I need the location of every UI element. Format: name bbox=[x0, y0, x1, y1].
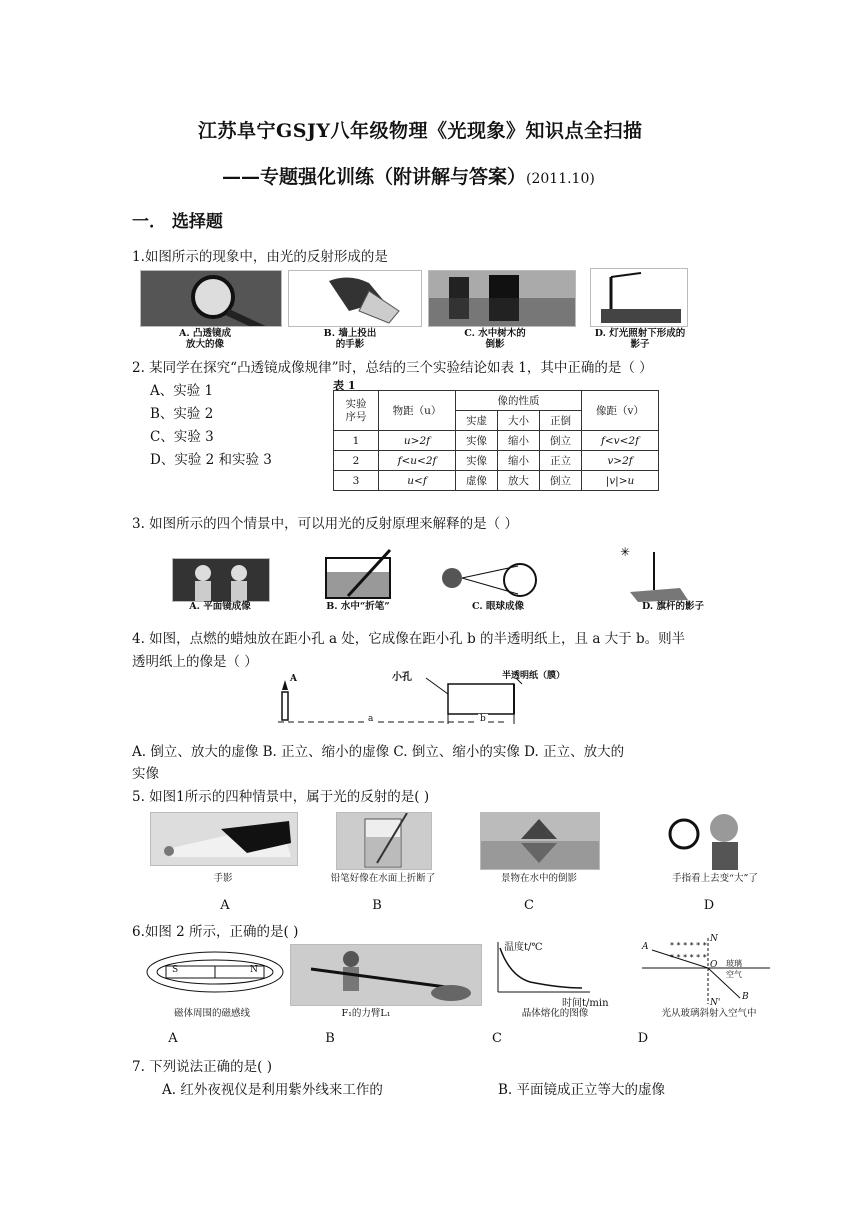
q2-option-a: A、实验 1 bbox=[150, 383, 214, 399]
table-cell: 缩小 bbox=[498, 431, 540, 451]
q4-pinhole-diagram bbox=[276, 668, 586, 730]
q4-options-1: A. 倒立、放大的虚像 B. 正立、缩小的虚像 C. 倒立、缩小的实像 D. 正立、放大的 bbox=[132, 744, 625, 760]
page-title: 江苏阜宁GSJY八年级物理《光现象》知识点全扫描 bbox=[198, 120, 643, 142]
table-cell: u<f bbox=[379, 471, 456, 491]
table-cell: 实像 bbox=[456, 431, 498, 451]
normal-bottom-label: N' bbox=[710, 998, 721, 1008]
table-subheader: 实虚 bbox=[456, 411, 498, 431]
q1-image-b bbox=[288, 270, 422, 327]
q3-caption-d: D. 旗杆的影子 bbox=[641, 601, 704, 612]
table-cell: 正立 bbox=[540, 451, 582, 471]
magnet-n-label: N bbox=[250, 965, 258, 975]
normal-top-label: N bbox=[710, 934, 718, 944]
q6-lever-image bbox=[290, 944, 482, 1006]
q3-image-a bbox=[172, 558, 270, 602]
q1-image-d bbox=[590, 268, 688, 327]
q1-image-a bbox=[140, 270, 282, 327]
question-4-text-2: 透明纸上的像是（ ） bbox=[132, 654, 258, 670]
table-header-no: 实验 序号 bbox=[334, 391, 379, 431]
table-cell: 虚像 bbox=[456, 471, 498, 491]
q4-label-hole: 小孔 bbox=[392, 672, 412, 683]
q7-option-b: B. 平面镜成正立等大的虚像 bbox=[498, 1082, 666, 1098]
table-row bbox=[334, 451, 659, 471]
q1-caption-c: C. 水中树木的 倒影 bbox=[464, 328, 526, 350]
q3-image-d bbox=[610, 542, 690, 602]
q6-letter-b: B bbox=[325, 1031, 335, 1046]
section-heading: 一． 选择题 bbox=[132, 212, 223, 232]
q6-melting-graph bbox=[490, 938, 630, 1008]
q5-caption-c: 景物在水中的倒影 bbox=[500, 873, 577, 884]
q6-magnet-diagram bbox=[140, 948, 290, 1000]
q4-options-2: 实像 bbox=[132, 766, 159, 782]
q5-image-b bbox=[336, 812, 432, 870]
q5-image-c bbox=[480, 812, 600, 870]
table-cell: f<u<2f bbox=[379, 451, 456, 471]
point-o-label: O bbox=[710, 960, 718, 970]
table-cell: 实像 bbox=[456, 451, 498, 471]
q5-letter-a: A bbox=[220, 898, 230, 913]
table-row bbox=[334, 431, 659, 451]
page-subtitle bbox=[222, 162, 595, 189]
q2-option-d: D、实验 2 和实验 3 bbox=[150, 452, 272, 468]
question-3-text: 3. 如图所示的四个情景中，可以用光的反射原理来解释的是（ ） bbox=[132, 516, 518, 532]
question-1-text: 1.如图所示的现象中，由光的反射形成的是 bbox=[132, 249, 388, 265]
q6-letter-c: C bbox=[492, 1031, 502, 1046]
q1-caption-a: A. 凸透镜成 放大的像 bbox=[179, 328, 231, 350]
q5-letter-b: B bbox=[372, 898, 382, 913]
q3-image-b bbox=[318, 548, 398, 600]
q3-caption-b: B. 水中“折笔” bbox=[326, 601, 390, 612]
q6-caption-d: 光从玻璃斜射入空气中 bbox=[661, 1008, 757, 1019]
q5-letter-c: C bbox=[524, 898, 534, 913]
q2-option-b: B、实验 2 bbox=[150, 406, 214, 422]
q5-caption-d: 手指看上去变“大”了 bbox=[672, 873, 758, 884]
table-header-nature: 像的性质 bbox=[456, 391, 582, 411]
q3-image-c bbox=[438, 562, 538, 602]
q5-caption-b: 铅笔好像在水面上折断了 bbox=[330, 873, 436, 884]
ray-b-label: B bbox=[742, 992, 749, 1002]
q1-caption-d: D. 灯光照射下形成的 影子 bbox=[594, 328, 686, 350]
glass-label: 玻璃 bbox=[726, 959, 742, 968]
q4-label-A: A bbox=[290, 674, 297, 684]
q7-option-a: A. 红外夜视仪是利用紫外线来工作的 bbox=[162, 1082, 383, 1098]
table-cell: |v|>u bbox=[582, 471, 659, 491]
q6-letter-d: D bbox=[637, 1031, 649, 1046]
q4-label-a: a bbox=[368, 714, 374, 724]
subtitle-text: ——专题强化训练（附讲解与答案） bbox=[222, 166, 527, 188]
table-subheader: 正倒 bbox=[540, 411, 582, 431]
graph-xlabel: 时间t/min bbox=[562, 998, 609, 1009]
q6-caption-b: F₁的力臂L₁ bbox=[341, 1008, 391, 1019]
q4-label-screen: 半透明纸（膜） bbox=[502, 671, 566, 681]
table-1-label: 表 1 bbox=[333, 379, 356, 392]
table-header-v: 像距（v） bbox=[582, 391, 659, 431]
q6-refraction-diagram bbox=[640, 936, 780, 1008]
question-5-text: 5. 如图1所示的四种情景中，属于光的反射的是( ) bbox=[132, 789, 430, 805]
table-row bbox=[334, 471, 659, 491]
q6-letter-a: A bbox=[168, 1031, 178, 1046]
q2-option-c: C、实验 3 bbox=[150, 429, 214, 445]
q3-caption-a: A. 平面镜成像 bbox=[189, 601, 251, 612]
subtitle-date: (2011.10) bbox=[526, 171, 595, 187]
q5-image-d bbox=[648, 806, 766, 872]
svg-text:✳: ✳ bbox=[620, 545, 631, 559]
question-6-text: 6.如图 2 所示，正确的是( ) bbox=[132, 924, 299, 940]
ray-a-label: A bbox=[642, 942, 649, 952]
q1-caption-b: B. 墙上投出 的手影 bbox=[323, 328, 377, 350]
table-cell: 放大 bbox=[498, 471, 540, 491]
q1-image-c bbox=[428, 270, 576, 327]
table-subheader: 大小 bbox=[498, 411, 540, 431]
table-cell: 3 bbox=[334, 471, 379, 491]
table-header-u: 物距（u） bbox=[379, 391, 456, 431]
table-cell: u>2f bbox=[379, 431, 456, 451]
graph-ylabel: 温度t/℃ bbox=[504, 942, 543, 953]
q3-caption-c: C. 眼球成像 bbox=[471, 601, 524, 612]
table-cell: 倒立 bbox=[540, 431, 582, 451]
question-4-text-1: 4. 如图，点燃的蜡烛放在距小孔 a 处，它成像在距小孔 b 的半透明纸上，且 a 大于 b。则半 bbox=[132, 631, 686, 647]
table-cell: 2 bbox=[334, 451, 379, 471]
table-1 bbox=[333, 390, 659, 491]
q4-label-b: b bbox=[480, 714, 486, 724]
table-cell: 1 bbox=[334, 431, 379, 451]
table-cell: v>2f bbox=[582, 451, 659, 471]
table-cell: 倒立 bbox=[540, 471, 582, 491]
question-2-text: 2. 某同学在探究“凸透镜成像规律”时，总结的三个实验结论如表 1，其中正确的是（ ） bbox=[132, 360, 653, 376]
q6-caption-a: 磁体周围的磁感线 bbox=[173, 1008, 250, 1019]
q5-caption-a: 手影 bbox=[213, 873, 233, 884]
magnet-s-label: S bbox=[172, 965, 179, 975]
q6-caption-c: 晶体熔化的图像 bbox=[521, 1008, 589, 1019]
question-7-text: 7. 下列说法正确的是( ) bbox=[132, 1059, 272, 1075]
q5-image-a bbox=[150, 812, 298, 866]
air-label: 空气 bbox=[726, 970, 742, 979]
table-cell: 缩小 bbox=[498, 451, 540, 471]
table-cell: f<v<2f bbox=[582, 431, 659, 451]
svg-text:* * * * * *: * * * * * * bbox=[670, 953, 707, 962]
q5-letter-d: D bbox=[703, 898, 715, 913]
svg-text:* * * * * *: * * * * * * bbox=[670, 941, 707, 950]
